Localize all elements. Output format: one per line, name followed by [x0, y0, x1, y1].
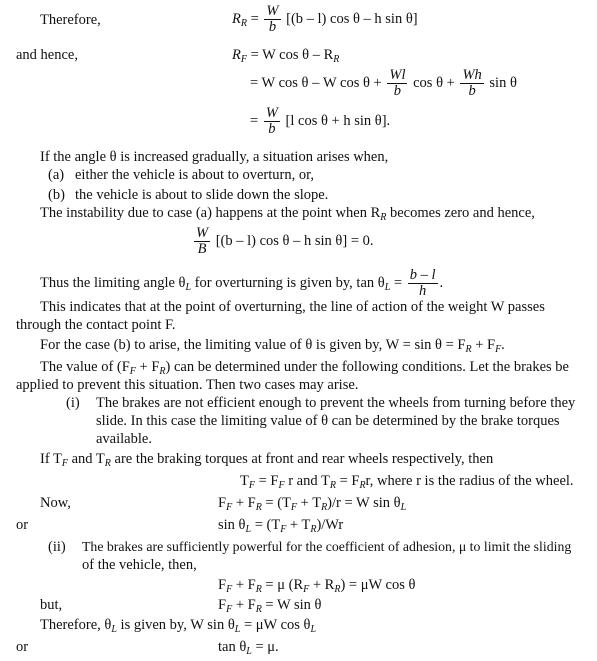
rf-equation: $R_F = W$ cos θ – $R_R$: [232, 47, 340, 65]
rf-result: = $\frac{W}{b}$ [l cos θ + h sin θ].: [250, 105, 391, 137]
case-i-line2: slide. In this case the limiting value of θ can be determined by the brake torques: [96, 413, 560, 429]
or-equation: $\sin \theta_L = (T_F + T_R)/Wr$: [218, 517, 344, 535]
paragraph-angle: If the angle θ is increased gradually, a situation arises when,: [40, 149, 389, 165]
final-equation: $\tan \theta_L = \mu$.: [218, 639, 279, 657]
case-a-label: (a): [48, 167, 65, 183]
now-equation: $F_F + F_R = (T_F + T_R)/r = W$ $\sin \theta_L$: [218, 495, 407, 513]
case-i-label: (i): [66, 395, 80, 411]
case-ii-line1: The brakes are sufficiently powerful for the coefficient of adhesion, μ to limit the sliding: [82, 539, 572, 554]
case-a-text: either the vehicle is about to overturn, or,: [75, 167, 314, 183]
paragraph-torques: If $T_F$ and $T_R$ are the braking torques at front and rear wheels respectively, then: [40, 451, 494, 469]
or-label: or: [16, 517, 29, 533]
rr-equation: $R_R$ = $\frac{W}{b}$ [(b – l) cos θ – h sin θ]: [232, 3, 418, 35]
case-b-label: (b): [48, 187, 65, 203]
but-label: but,: [40, 597, 63, 613]
case-i-line1: The brakes are not efficient enough to prevent the wheels from turning before they: [96, 395, 576, 411]
paragraph-instability: The instability due to case (a) happens at the point when $R_R$ becomes zero and hence,: [40, 205, 535, 223]
case-ii-label: (ii): [48, 539, 66, 555]
torque-equation: $T_F = F_F$ r and $T_R = F_Rr$, where r is the radius of the wheel.: [240, 473, 574, 491]
therefore-limit: Therefore, $\theta_L$ is given by, W $\sin \theta_L = \mu W$ $\cos \theta_L$: [40, 617, 317, 635]
paragraph-limiting-angle: Thus the limiting angle $\theta_L$ for overturning is given by, $\tan \theta_L$ = $\frac{b - l}{h}$ .: [40, 267, 444, 299]
therefore-label: Therefore,: [40, 12, 101, 28]
case-ii-line2: of the vehicle, then,: [82, 557, 197, 573]
mu-equation: $F_F + F_R = \mu$ $(R_F + R_R) = \mu W$ cos θ: [218, 577, 416, 595]
now-label: Now,: [40, 495, 71, 511]
or2-label: or: [16, 639, 29, 655]
paragraph-value-line1: The value of $(F_F + F_R)$ can be determined under the following conditions. Let the brakes be: [40, 359, 569, 377]
paragraph-value-line2: applied to prevent this situation. Then two cases may arise.: [16, 377, 359, 393]
but-equation: $F_F + F_R = W$ sin θ: [218, 597, 322, 615]
rf-expansion: = W cos θ – W cos θ + $\frac{Wl}{b}$ cos θ + $\frac{Wh}{b}$ sin θ: [250, 67, 517, 99]
paragraph-overturning-line2: through the contact point F.: [16, 317, 176, 333]
case-b-text: the vehicle is about to slide down the slope.: [75, 187, 329, 203]
paragraph-case-b: For the case (b) to arise, the limiting value of θ is given by, $W = \sin \theta = F_R + F_F$.: [40, 337, 505, 355]
hence-label: and hence,: [16, 47, 78, 63]
case-i-line3: available.: [96, 431, 152, 447]
overturn-equation: $\frac{W}{B}$ [(b – l) cos θ – h sin θ] = 0.: [196, 225, 374, 257]
paragraph-overturning-line1: This indicates that at the point of overturning, the line of action of the weight W passes: [40, 299, 545, 315]
